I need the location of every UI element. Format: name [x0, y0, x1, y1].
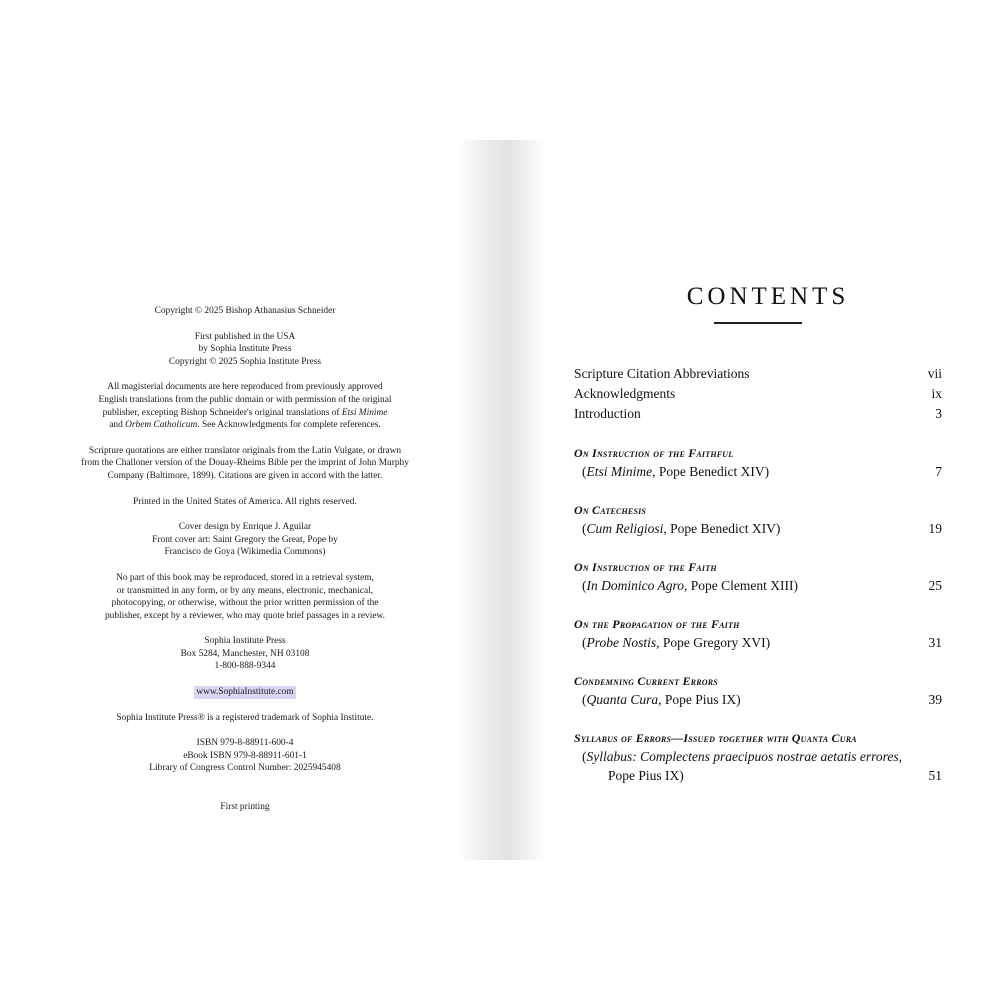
copyright-line: Copyright © 2025 Bishop Athanasius Schneider — [154, 306, 336, 316]
toc-section-source: (Syllabus: Complectens praecipuos nostrae aetatis errores, — [582, 749, 902, 764]
toc-section-source: (Cum Religiosi, Pope Benedict XIV) 19 — [582, 521, 942, 536]
toc-page-number: 7 — [935, 464, 942, 479]
toc-section[interactable] — [574, 444, 942, 481]
toc-section[interactable] — [574, 558, 942, 595]
publication-block: First published in the USA by Sophia Institute Press Copyright © 2025 Sophia Institute Press — [168, 331, 322, 367]
toc-page-number: 25 — [928, 578, 942, 593]
toc-page-number: 3 — [935, 406, 942, 421]
front-matter-list — [574, 364, 942, 424]
toc-section[interactable] — [574, 729, 942, 785]
toc-page-number: ix — [931, 386, 942, 401]
book-gutter — [458, 140, 548, 860]
website-block — [55, 686, 435, 699]
copyright-page — [55, 305, 435, 827]
trademark-note: Sophia Institute Press® is a registered trademark of Sophia Institute. — [116, 712, 374, 723]
toc-entry[interactable] — [574, 404, 942, 424]
toc-section-source: (Probe Nostis, Pope Gregory XVI) 31 — [582, 635, 942, 650]
printed-note: Printed in the United States of America. All rights reserved. — [133, 496, 357, 507]
toc-section[interactable] — [574, 615, 942, 652]
toc-section-source-cont: Pope Pius IX) 51 — [608, 768, 942, 783]
isbn-block: ISBN 979-8-88911-600-4 eBook ISBN 979-8-88911-601-1 Library of Congress Control Number: 2025945408 — [149, 738, 341, 774]
scripture-note: Scripture quotations are either translator originals from the Latin Vulgate, or drawn from the Challoner version of the Douay-Rheims Bible per the imprint of John Murphy Company (Baltimore, 1899). Citations are given in accord with the latter. — [81, 445, 409, 481]
toc-section-source: (In Dominico Agro, Pope Clement XIII) 25 — [582, 578, 942, 593]
toc-page-number: 51 — [928, 768, 942, 783]
contents-title: CONTENTS — [686, 283, 850, 310]
magisterial-note: All magisterial documents are here reproduced from previously approved English translations from the public domain or with permission of the original publisher, excepting Bishop Schneider's original translations of Etsi Minime and Orbem Catholicum. See Acknowledgments for complete references. — [98, 382, 392, 431]
toc-page-number: 19 — [928, 521, 942, 536]
toc-entry-label: Introduction — [574, 406, 641, 421]
website-link[interactable]: www.SophiaInstitute.com — [196, 687, 294, 698]
publisher-address: Sophia Institute Press Box 5284, Manchester, NH 03108 1-800-888-9344 — [180, 636, 310, 672]
contents-page — [574, 280, 942, 785]
toc-section-heading: On Catechesis — [574, 503, 647, 517]
toc-section-heading: Condemning Current Errors — [574, 674, 718, 688]
toc-section-source: (Etsi Minime, Pope Benedict XIV) 7 — [582, 464, 942, 479]
toc-entry-label: Acknowledgments — [574, 386, 676, 401]
toc-section-heading: On Instruction of the Faith — [574, 560, 717, 574]
cover-credits: Cover design by Enrique J. Aguilar Front cover art: Saint Gregory the Great, Pope by Francisco de Goya (Wikimedia Commons) — [152, 522, 338, 558]
toc-section-source: (Quanta Cura, Pope Pius IX) 39 — [582, 692, 942, 707]
toc-page-number: 31 — [928, 635, 942, 650]
rights-note: No part of this book may be reproduced, stored in a retrieval system, or transmitted in any form, or by any means, electronic, mechanical, photocopying, or otherwise, without the prior written permission of the publisher, except by a reviewer, who may quote brief passages in a review. — [104, 572, 386, 621]
toc-page-number: 39 — [928, 692, 942, 707]
toc-entry[interactable] — [574, 364, 942, 384]
toc-section-heading: On the Propagation of the Faith — [574, 617, 740, 631]
printing-note: First printing — [220, 802, 270, 813]
title-rule — [714, 322, 802, 324]
toc-page-number: vii — [927, 366, 942, 381]
toc-entry[interactable] — [574, 384, 942, 404]
toc-section-heading: Syllabus of Errors—Issued together with Quanta Cura — [574, 731, 857, 745]
toc-section[interactable] — [574, 501, 942, 538]
toc-section-heading: On Instruction of the Faithful — [574, 446, 734, 460]
toc-entry-label: Scripture Citation Abbreviations — [574, 366, 750, 381]
toc-section[interactable] — [574, 672, 942, 709]
